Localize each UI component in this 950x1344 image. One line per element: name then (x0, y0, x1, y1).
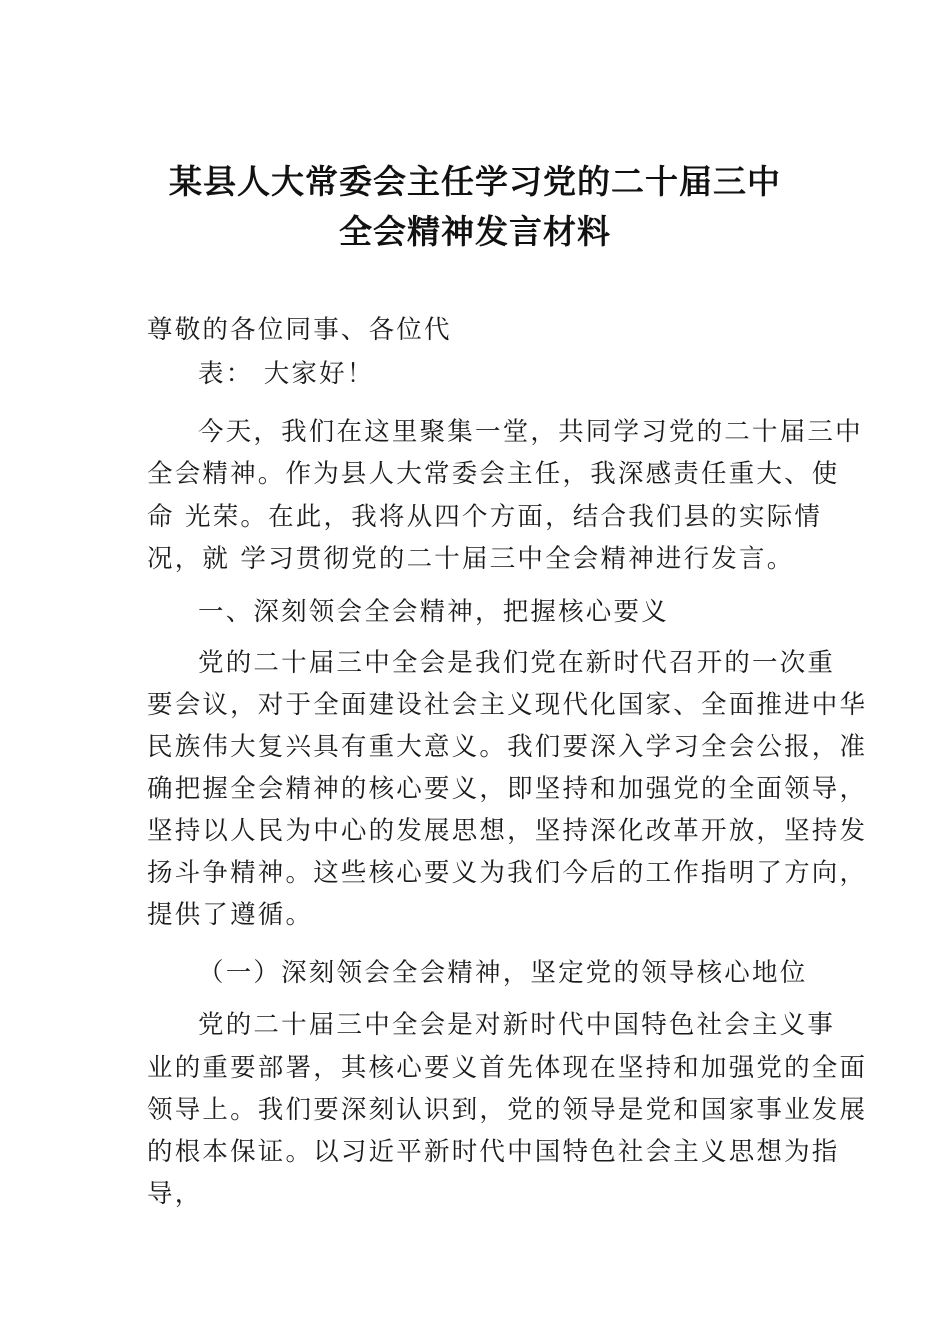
paragraph-line: 党的二十届三中全会是对新时代中国特色社会主义事 (198, 1010, 836, 1040)
subsection-heading: （一）深刻领会全会精神，坚定党的领导核心地位 (198, 958, 808, 988)
paragraph-line: 的根本保证。以习近平新时代中国特色社会主义思想为指 (147, 1137, 840, 1167)
section-heading: 一、深刻领会全会精神，把握核心要义 (198, 597, 669, 627)
document-title-line-1: 某县人大常委会主任学习党的二十届三中 (169, 162, 781, 201)
paragraph-line: 全会精神。作为县人大常委会主任，我深感责任重大、使 (147, 459, 840, 489)
paragraph-line: 况，就 学习贯彻党的二十届三中全会精神进行发言。 (147, 544, 795, 574)
salutation-line-1: 尊敬的各位同事、各位代 (147, 315, 452, 345)
paragraph-line: 扬斗争精神。这些核心要义为我们今后的工作指明了方向， (147, 858, 868, 888)
paragraph-line: 要会议，对于全面建设社会主义现代化国家、全面推进中华 (147, 690, 868, 720)
paragraph-line: 领导上。我们要深刻认识到，党的领导是党和国家事业发展 (147, 1095, 868, 1125)
paragraph-line: 导， (147, 1179, 203, 1209)
paragraph-line: 确把握全会精神的核心要义，即坚持和加强党的全面领导， (147, 774, 868, 804)
paragraph-line: 提供了遵循。 (147, 900, 314, 930)
paragraph-line: 党的二十届三中全会是我们党在新时代召开的一次重 (198, 648, 836, 678)
paragraph-line: 业的重要部署，其核心要义首先体现在坚持和加强党的全面 (147, 1053, 868, 1083)
paragraph-line: 坚持以人民为中心的发展思想，坚持深化改革开放，坚持发 (147, 816, 868, 846)
paragraph-line: 命 光荣。在此，我将从四个方面，结合我们县的实际情 (147, 502, 823, 532)
paragraph-line: 今天，我们在这里聚集一堂，共同学习党的二十届三中 (198, 417, 863, 447)
salutation-line-2: 表： 大家好！ (198, 359, 375, 389)
paragraph-line: 民族伟大复兴具有重大意义。我们要深入学习全会公报，准 (147, 732, 868, 762)
document-title-line-2: 全会精神发言材料 (339, 212, 611, 251)
